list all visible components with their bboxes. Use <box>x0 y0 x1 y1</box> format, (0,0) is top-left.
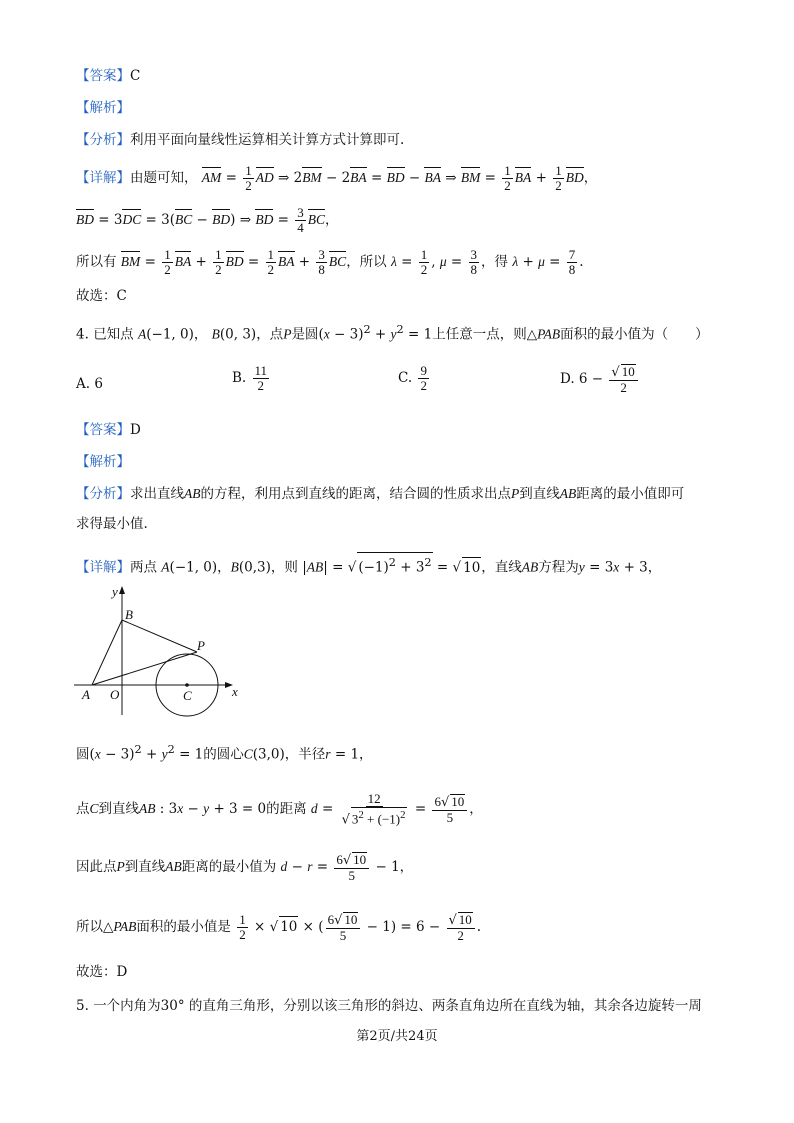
option-c: C. $\frac{9}{2}$ <box>398 363 427 393</box>
q3-answer: 【答案】C <box>76 68 141 84</box>
segment-ab <box>92 620 122 685</box>
label-a: A <box>82 687 90 702</box>
label-o: O <box>110 687 120 702</box>
q3-conclusion: 所以有 BM = $\frac{1}{2}$ BA + $\frac{1}{2}$ BD = $\frac{1}{2}$ BA + $\frac{3}{8}$ BC，所以 λ = $\frac{1}{2}$ , μ = $\frac{3}{8}$ ，得 λ + μ = $\frac{7}{8}$ . <box>76 247 584 277</box>
option-a: A. 6 <box>76 376 103 392</box>
segment-ap <box>92 652 197 685</box>
label-p: P <box>197 638 205 653</box>
q4-answer: 【答案】D <box>76 422 141 438</box>
geometry-figure <box>70 582 250 722</box>
q4-fenxi: 【分析】求出直线AB的方程，利用点到直线的距离，结合圆的性质求出点P到直线AB距离的最小值即可 <box>76 486 685 502</box>
page-footer: 第2页/共24页 <box>356 1029 438 1044</box>
label-y: y <box>112 584 118 599</box>
q5-stem: 5. 一个内角为30° 的直角三角形，分别以该三角形的斜边、两条直角边所在直线为轴，其余各边旋转一周 <box>76 998 702 1014</box>
q3-step-2: BD = 3DC = 3(BC − BD) ⇒ BD = $\frac{3}{4}$ BC， <box>76 205 339 235</box>
label-b: B <box>125 607 133 622</box>
q3-xiangjie: 【详解】由题可知， AM = $\frac{1}{2}$ AD ⇒ 2BM − 2BA = BD − BA ⇒ BM = $\frac{1}{2}$ BA + $\frac{1}{2}$ BD， <box>76 163 598 193</box>
q4-min-distance: 因此点P到直线AB距离的最小值为 d − r = $\frac{6√ 10}{5}$ − 1， <box>76 852 414 883</box>
center-point <box>185 683 189 687</box>
option-b: B. $\frac{11}{2}$ <box>232 363 268 393</box>
q4-analysis-heading: 【解析】 <box>76 454 130 470</box>
q4-choice: 故选：D <box>76 964 128 980</box>
label-c: C <box>183 688 192 703</box>
q4-distance: 点C到直线AB : 3x − y + 3 = 0的距离 d = $\frac{12}{√ 3^2 + (-1)^2}$ = $\frac{6√ 10}{5}$ ， <box>76 791 483 828</box>
y-axis-arrow <box>119 586 125 594</box>
segment-bp <box>122 620 197 652</box>
q3-choice: 故选：C <box>76 288 127 304</box>
q4-xiangjie: 【详解】两点 A(−1, 0)，B(0,3)，则 |AB| = √ $(-1)^2 + 3^2$ = √ 10，直线AB方程为y = 3x + 3， <box>76 552 661 578</box>
q3-fenxi: 【分析】利用平面向量线性运算相关计算方式计算即可. <box>76 132 405 148</box>
answer-tag: 【答案】 <box>76 68 130 84</box>
q4-stem: 4. 已知点 A(−1, 0)， B(0, 3)，点P是圆$(x - 3)^2 + y^2 = 1$上任意一点，则△PAB面积的最小值为（ ） <box>76 323 709 343</box>
q4-fenxi-2: 求得最小值. <box>76 516 148 532</box>
q4-min-area: 所以△PAB面积的最小值是 $\frac{1}{2}$ × √ 10 × ( $\frac{6√ 10}{5}$ − 1) = 6 − $\frac{√ 10}{2}$ . <box>76 912 482 943</box>
option-d: D. 6 − $\frac{√ 10}{2}$ <box>560 364 640 395</box>
q3-analysis-heading: 【解析】 <box>76 100 130 116</box>
label-x: x <box>232 684 238 699</box>
q4-circle: 圆$(x - 3)^2 + y^2 = 1$的圆心C(3,0)，半径r = 1， <box>76 743 373 763</box>
